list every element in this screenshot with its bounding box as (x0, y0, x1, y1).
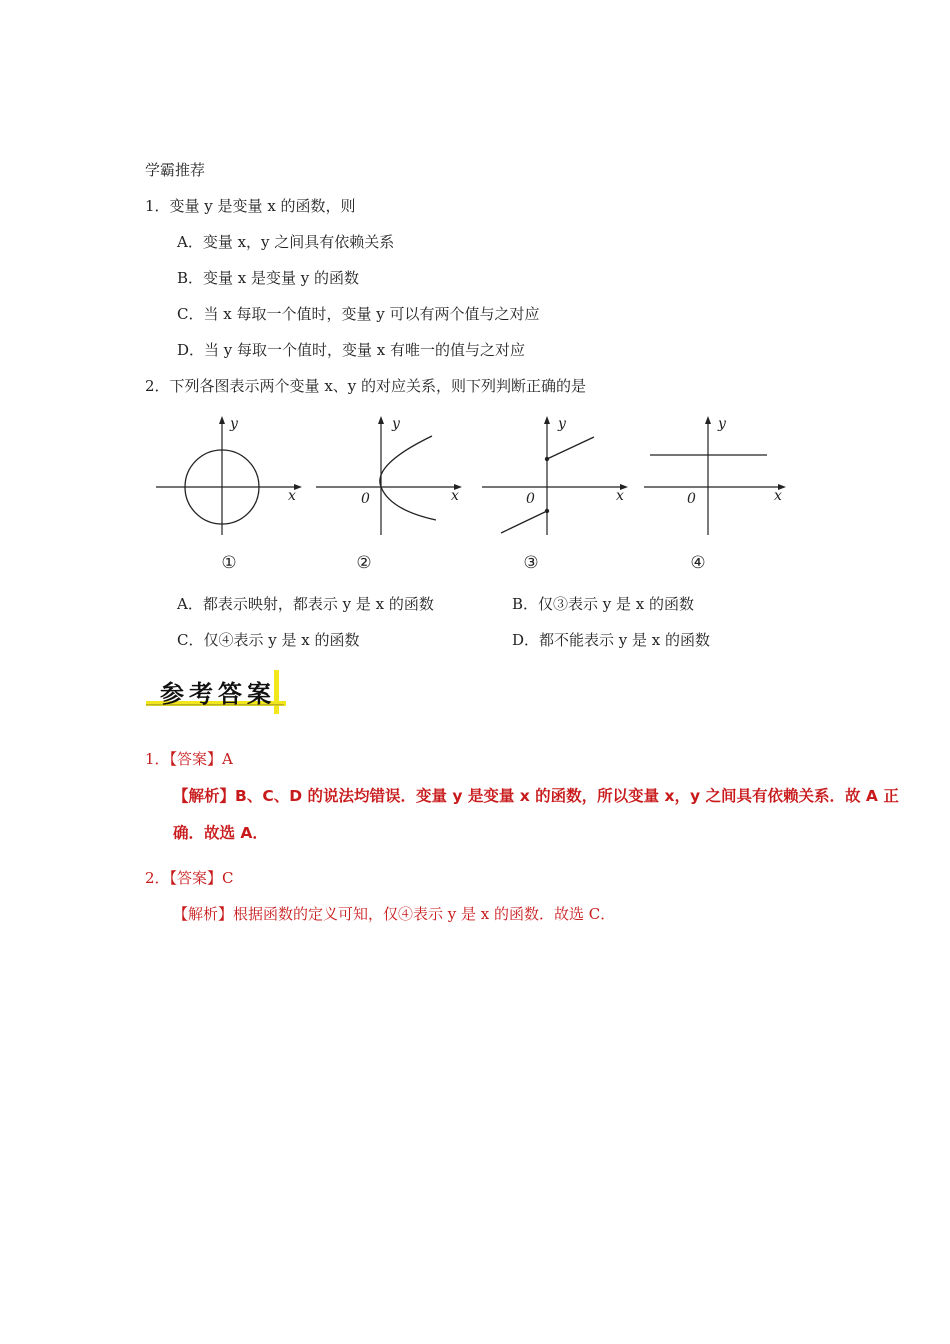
figure-4-origin-label: 0 (687, 491, 696, 507)
figure-4-y-label: y (718, 416, 726, 432)
section-title: 学霸推荐 (145, 161, 206, 179)
answer-2-analysis: 【解析】根据函数的定义可知，仅④表示 y 是 x 的函数．故选 C． (173, 905, 616, 923)
figure-1-label: ① (221, 553, 237, 573)
figure-2-x-label: x (451, 488, 459, 504)
figure-3-origin-label: 0 (526, 491, 535, 507)
figure-1-x-label: x (288, 488, 296, 504)
figure-3-y-label: y (558, 416, 566, 432)
answer-2: 2．【答案】C (145, 869, 234, 887)
answer-1: 1．【答案】A (145, 750, 233, 768)
question-1-option-b: B．变量 x 是变量 y 的函数 (177, 269, 360, 287)
question-1-option-d: D．当 y 每取一个值时，变量 x 有唯一的值与之对应 (177, 341, 526, 359)
question-2-option-c: C．仅④表示 y 是 x 的函数 (177, 631, 360, 649)
question-1-option-a: A．变量 x，y 之间具有依赖关系 (177, 233, 395, 251)
figure-4-x-label: x (774, 488, 782, 504)
figure-2-parabola-graph (312, 410, 472, 540)
figure-2-label: ② (356, 553, 372, 573)
answer-1-analysis-line-1: 【解析】B、C、D 的说法均错误．变量 y 是变量 x 的函数，所以变量 x，y 之间具有依赖关系．故 A 正 (173, 787, 899, 805)
question-1-stem: 1．变量 y 是变量 x 的函数，则 (145, 197, 356, 215)
answer-1-analysis-line-2: 确．故选 A． (173, 824, 268, 842)
figure-2-origin-label: 0 (361, 491, 370, 507)
answer-banner-title: 参考答案 (160, 679, 276, 708)
figure-4-horizontal-line-graph (640, 410, 800, 540)
question-2-option-d: D．都不能表示 y 是 x 的函数 (512, 631, 711, 649)
figure-3-segments-graph (478, 410, 638, 540)
question-2-option-b: B．仅③表示 y 是 x 的函数 (512, 595, 695, 613)
figure-4-label: ④ (690, 553, 706, 573)
figure-3-x-label: x (616, 488, 624, 504)
question-1-option-c: C．当 x 每取一个值时，变量 y 可以有两个值与之对应 (177, 305, 540, 323)
figure-2-y-label: y (392, 416, 400, 432)
figure-1-circle-graph (150, 410, 310, 540)
answer-banner (146, 670, 288, 716)
figure-1-y-label: y (230, 416, 238, 432)
question-2-stem: 2．下列各图表示两个变量 x、y 的对应关系，则下列判断正确的是 (145, 377, 587, 395)
figure-3-label: ③ (523, 553, 539, 573)
question-2-option-a: A．都表示映射，都表示 y 是 x 的函数 (177, 595, 434, 613)
